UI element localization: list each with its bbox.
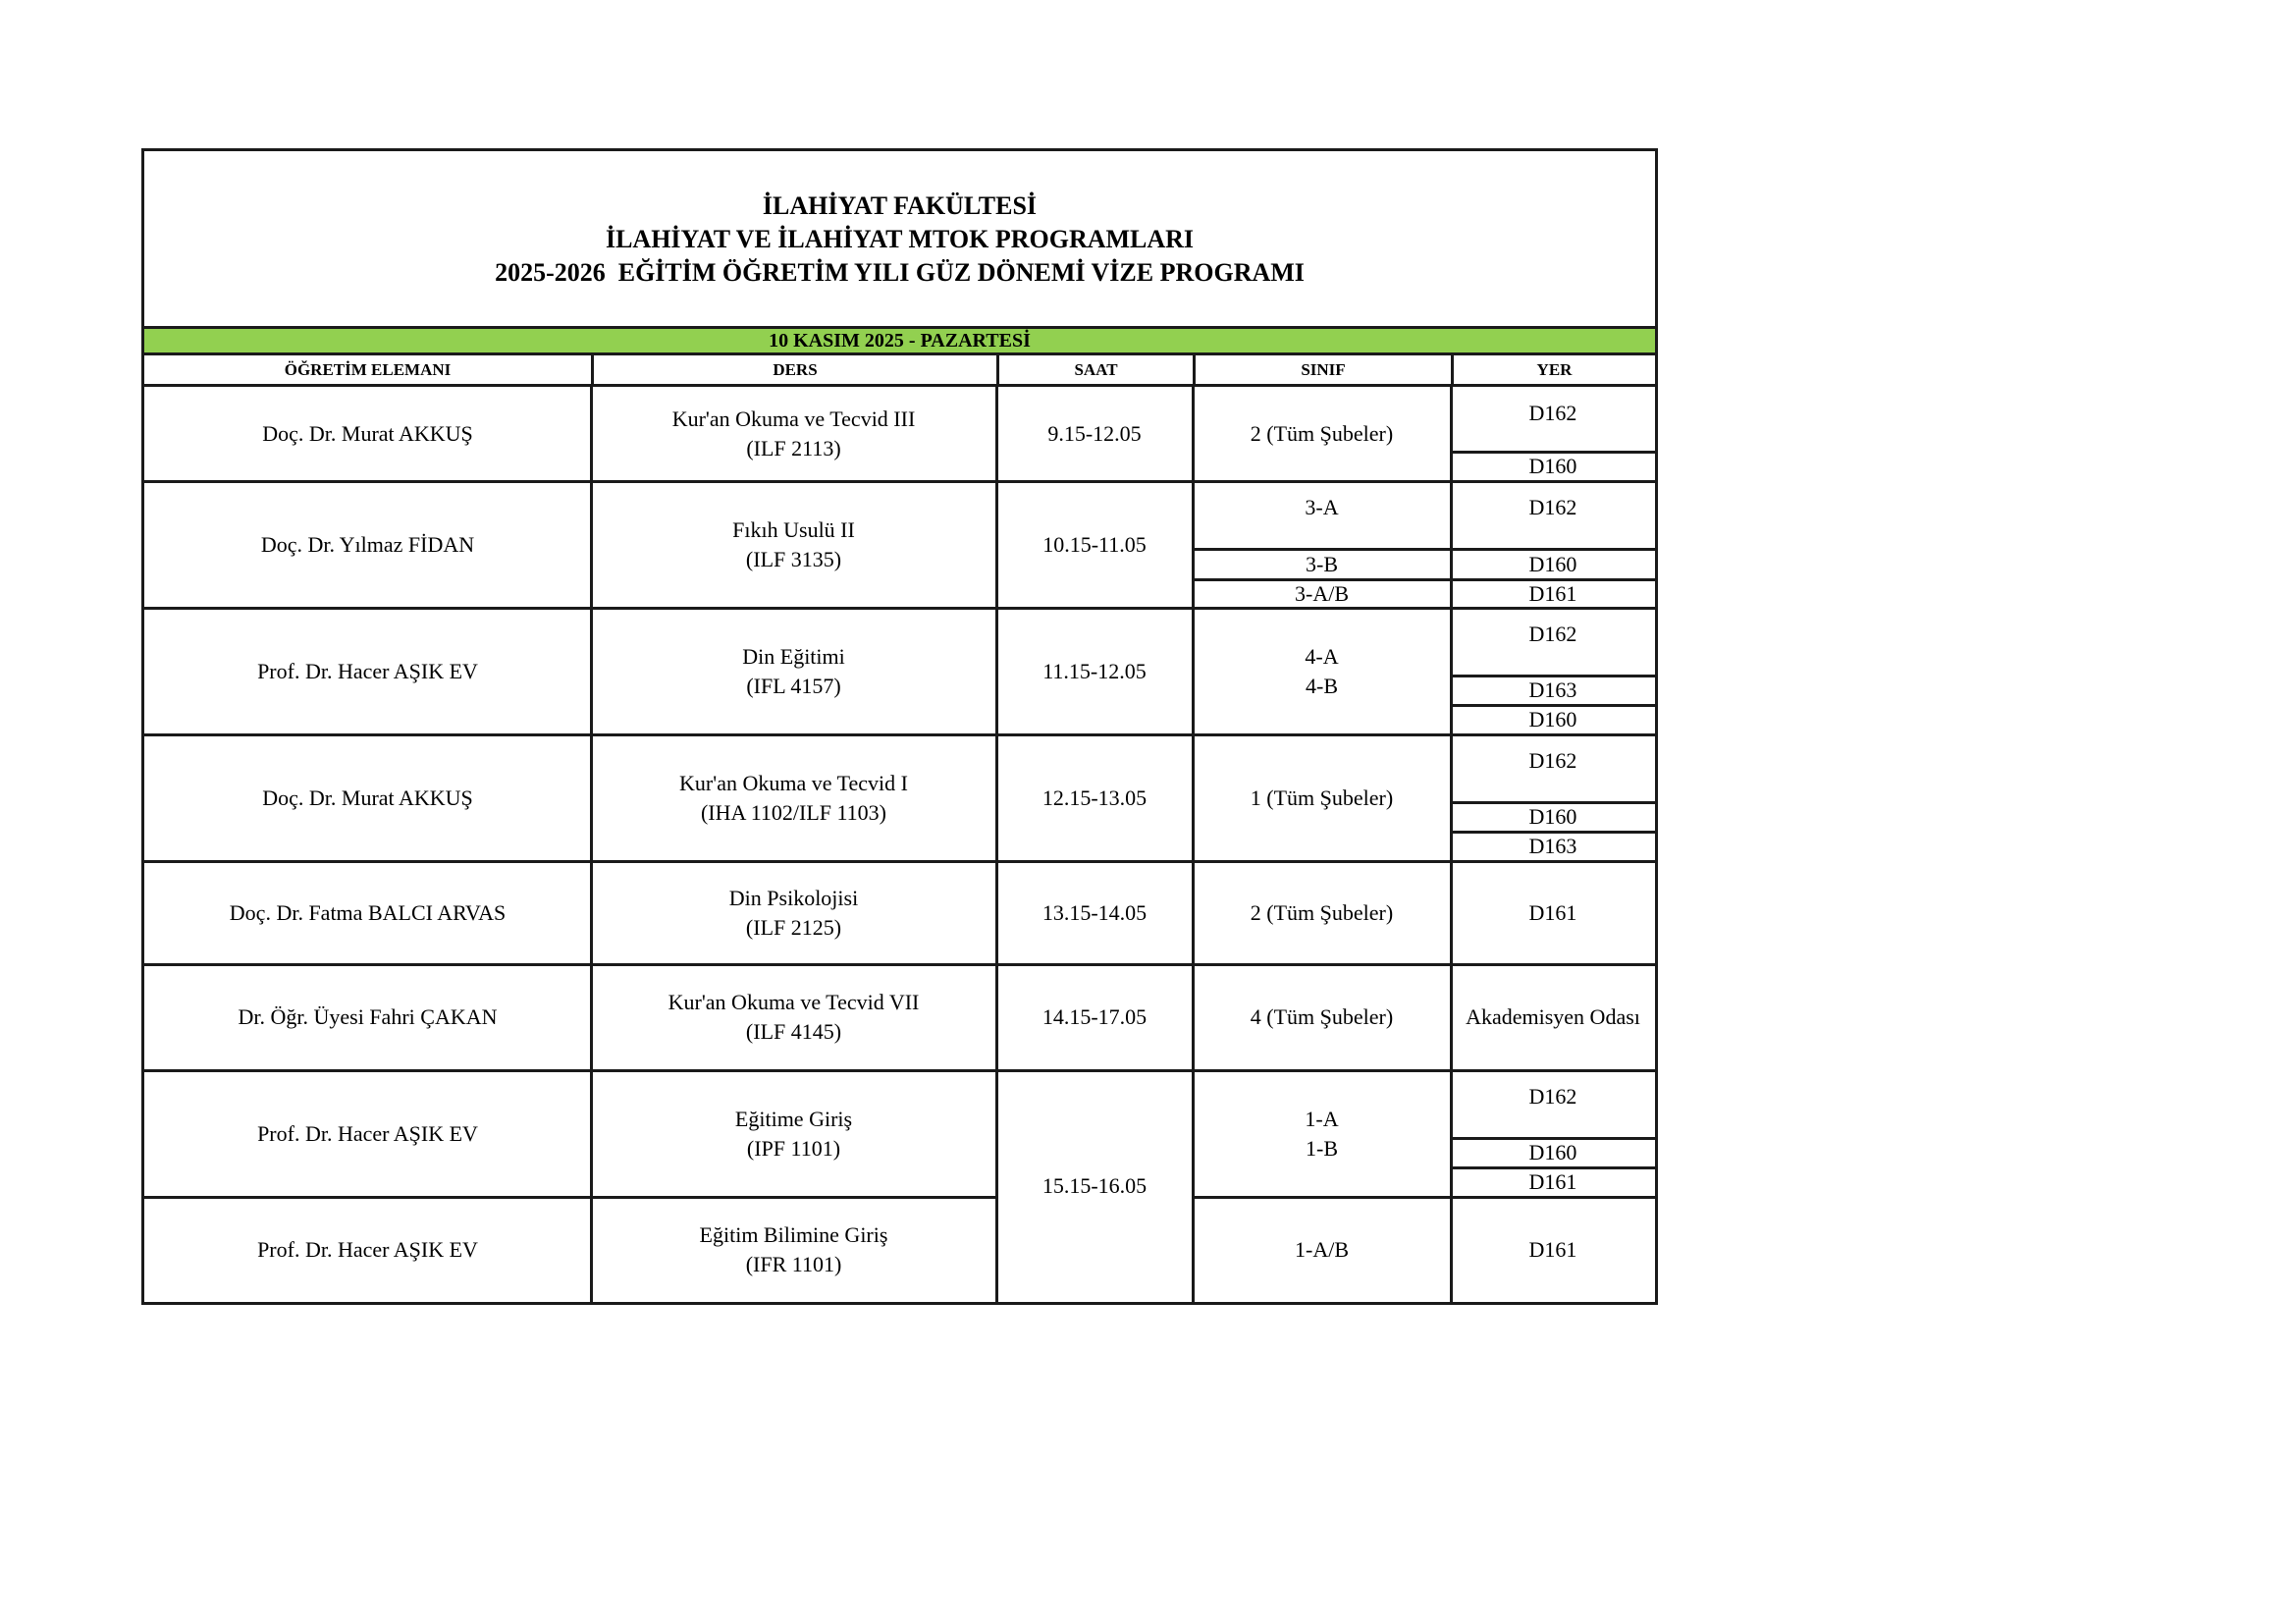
cell-divider [1451,578,1655,581]
title-block [144,151,1655,326]
cell-divider [1451,1137,1655,1140]
room-name: D162 [1528,401,1577,425]
course-code: (ILF 3135) [745,546,842,571]
cell-divider [1451,675,1655,677]
course-name: Din Eğitimi [742,643,845,669]
instructor-cell [144,608,591,734]
cell-divider [1193,578,1451,581]
class-cell [1193,1197,1451,1302]
column-header-class: SINIF [1193,355,1451,384]
room-cell [1451,549,1655,579]
instructor-name: Doç. Dr. Yılmaz FİDAN [260,531,475,557]
instructor-name: Doç. Dr. Fatma BALCI ARVAS [229,899,507,925]
instructor-cell [144,1070,591,1197]
room-name: D160 [1528,551,1577,576]
column-header-room: YER [1451,355,1655,384]
instructor-name: Doç. Dr. Murat AKKUŞ [262,785,473,810]
class-group: 3-A/B [1295,580,1349,606]
room-name: D161 [1528,580,1577,606]
course-name: Eğitim Bilimine Giriş [699,1221,888,1247]
course-code: (IFR 1101) [745,1251,842,1276]
room-cell [1451,579,1655,608]
exam-time: 14.15-17.05 [1041,1004,1148,1029]
exam-time: 12.15-13.05 [1041,785,1148,810]
room-name: D162 [1528,1084,1577,1109]
instructor-cell [144,1197,591,1302]
column-header-time: SAAT [996,355,1193,384]
course-cell [591,1070,996,1197]
instructor-cell [144,387,591,481]
class-cell [1193,1070,1451,1197]
class-cell [1193,579,1451,608]
cell-divider [1451,451,1655,454]
room-name: D160 [1528,707,1577,731]
time-cell [996,387,1193,481]
room-cell [1451,861,1655,964]
course-cell [591,387,996,481]
room-name: D160 [1528,1140,1577,1164]
room-name: D162 [1528,748,1577,773]
exam-schedule-sheet [141,148,1658,1305]
cell-divider [1193,548,1451,551]
cell-divider [1451,801,1655,804]
room-cell [1451,452,1655,481]
instructor-cell [144,481,591,608]
exam-time: 13.15-14.05 [1041,899,1148,925]
instructor-name: Prof. Dr. Hacer AŞIK EV [257,658,478,683]
course-code: (ILF 4145) [745,1019,842,1044]
room-cell [1451,734,1655,802]
course-name: Kur'an Okuma ve Tecvid III [671,406,916,431]
room-cell [1451,481,1655,549]
instructor-cell [144,861,591,964]
cell-divider [1451,704,1655,707]
cell-divider [1451,1166,1655,1169]
class-group: 3-A [1305,495,1339,519]
room-cell [1451,802,1655,832]
room-cell [1451,608,1655,676]
time-cell [996,861,1193,964]
course-cell [591,861,996,964]
class-cell [1193,608,1451,734]
class-cell [1193,387,1451,481]
class-cell [1193,734,1451,861]
room-name: D160 [1528,804,1577,829]
room-name: D163 [1528,834,1577,858]
class-group: 1-A/B [1295,1236,1349,1262]
course-name: Din Psikolojisi [728,885,859,910]
title-programs: İLAHİYAT VE İLAHİYAT MTOK PROGRAMLARI [605,225,1195,253]
class-cell [1193,549,1451,579]
course-name: Kur'an Okuma ve Tecvid I [679,770,908,795]
class-group: 4 (Tüm Şubeler) [1250,1004,1394,1029]
class-cell [1193,481,1451,549]
room-name: D161 [1528,899,1577,925]
room-cell [1451,964,1655,1070]
room-name: D162 [1528,495,1577,519]
cell-divider [1451,831,1655,834]
time-cell [996,481,1193,608]
exam-time: 10.15-11.05 [1042,531,1147,557]
room-name: D161 [1528,1236,1577,1262]
course-code: (ILF 2113) [746,436,841,460]
instructor-name: Dr. Öğr. Üyesi Fahri ÇAKAN [238,1004,498,1029]
time-cell [996,608,1193,734]
class-group: 1-B [1306,1135,1338,1161]
room-cell [1451,1197,1655,1302]
course-name: Fıkıh Usulü II [732,516,855,542]
room-cell [1451,1070,1655,1138]
course-cell [591,964,996,1070]
room-cell [1451,387,1655,452]
day-bar [144,326,1655,355]
column-header-row [144,355,1655,387]
room-cell [1451,705,1655,734]
column-header-instructor: ÖĞRETİM ELEMANI [284,359,452,379]
class-cell [1193,861,1451,964]
course-cell [591,734,996,861]
exam-time: 11.15-12.05 [1042,658,1147,683]
room-cell [1451,832,1655,861]
time-cell [996,964,1193,1070]
room-name: D160 [1528,454,1577,478]
course-code: (ILF 2125) [745,914,842,940]
title-faculty: İLAHİYAT FAKÜLTESİ [762,191,1038,220]
room-name: Akademisyen Odası [1466,1004,1640,1029]
instructor-name: Doç. Dr. Murat AKKUŞ [262,421,473,446]
time-cell [996,734,1193,861]
room-name: D161 [1528,1169,1577,1194]
room-name: D162 [1528,622,1577,646]
exam-time: 9.15-12.05 [1047,421,1142,446]
course-code: (IHA 1102/ILF 1103) [700,799,887,825]
room-cell [1451,1167,1655,1197]
time-cell [996,1070,1193,1302]
title-term: 2025-2026 EĞİTİM ÖĞRETİM YILI GÜZ DÖNEMİ VİZE PROGRAMI [495,258,1305,287]
room-cell [1451,1138,1655,1167]
course-cell [591,1197,996,1302]
class-group: 1-A [1305,1106,1339,1131]
course-name: Kur'an Okuma ve Tecvid VII [667,990,920,1014]
class-cell [1193,964,1451,1070]
instructor-name: Prof. Dr. Hacer AŞIK EV [257,1236,478,1262]
class-group: 3-B [1306,551,1338,576]
course-name: Eğitime Giriş [734,1106,853,1131]
class-group: 4-B [1306,673,1338,698]
room-name: D163 [1528,677,1577,702]
instructor-cell [144,734,591,861]
course-code: (IPF 1101) [746,1135,841,1161]
cell-divider [1451,548,1655,551]
column-header-course: DERS [591,355,996,384]
course-code: (IFL 4157) [746,673,841,698]
room-cell [1451,676,1655,705]
course-cell [591,608,996,734]
class-group: 2 (Tüm Şubeler) [1250,421,1394,446]
instructor-cell [144,964,591,1070]
class-group: 1 (Tüm Şubeler) [1250,785,1394,810]
class-group: 2 (Tüm Şubeler) [1250,899,1394,925]
day-label: 10 KASIM 2025 - PAZARTESİ [769,329,1031,352]
exam-time: 15.15-16.05 [1041,1173,1148,1198]
instructor-name: Prof. Dr. Hacer AŞIK EV [257,1120,478,1146]
class-group: 4-A [1305,643,1339,669]
course-cell [591,481,996,608]
